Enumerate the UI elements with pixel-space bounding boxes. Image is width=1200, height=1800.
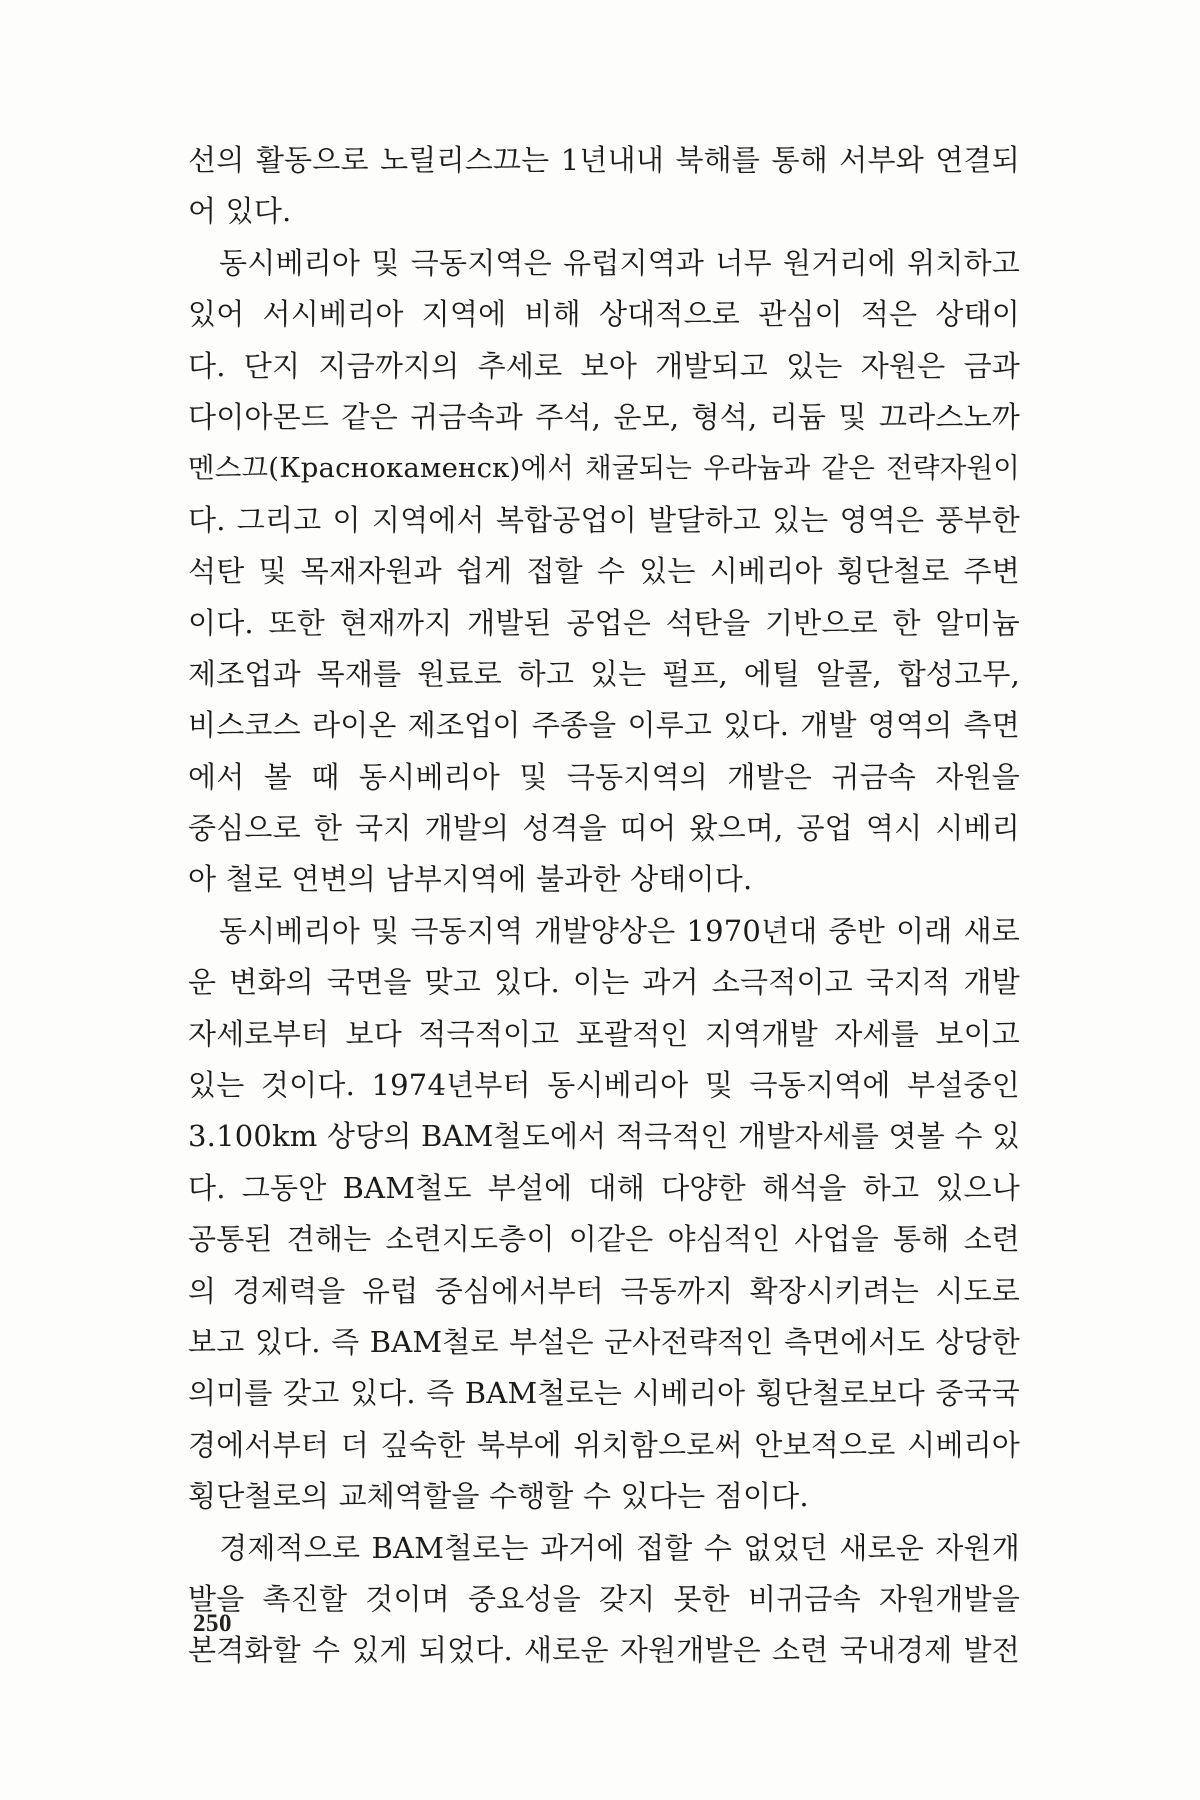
text-line: 발을 촉진할 것이며 중요성을 갖지 못한 비귀금속 자원개발을 <box>188 1581 1020 1616</box>
text-line: 선의 활동으로 노릴리스끄는 1년내내 북해를 통해 서부와 연결되 <box>188 143 1020 177</box>
text-line: 멘스끄(Краснокаменск)에서 채굴되는 우라늄과 같은 전략자원이 <box>188 452 1020 485</box>
text-line: 비스코스 라이온 제조업이 주종을 이루고 있다. 개발 영역의 측면 <box>188 708 1020 743</box>
text-line: 석탄 및 목재자원과 쉽게 접할 수 있는 시베리아 횡단철로 주변 <box>188 554 1020 589</box>
text-line: 다. 그동안 BAM철도 부설에 대해 다양한 해석을 하고 있으나 <box>188 1170 1020 1205</box>
text-line: 보고 있다. 즉 BAM철로 부설은 군사전략적인 측면에서도 상당한 <box>188 1324 1020 1359</box>
text-line: 제조업과 목재를 원료로 하고 있는 펄프, 에틸 알콜, 합성고무, <box>188 656 1020 691</box>
text-line: 횡단철로의 교체역할을 수행할 수 있다는 점이다. <box>188 1479 809 1514</box>
body-text <box>188 135 1020 1677</box>
text-line: 있는 것이다. 1974년부터 동시베리아 및 극동지역에 부설중인 <box>188 1068 1020 1103</box>
text-line: 아 철로 연변의 남부지역에 불과한 상태이다. <box>188 862 753 897</box>
page-number: 250 <box>193 1610 232 1637</box>
text-line: 의 경제력을 유럽 중심에서부터 극동까지 확장시키려는 시도로 <box>188 1273 1020 1308</box>
text-line: 3.100km 상당의 BAM철도에서 적극적인 개발자세를 엿볼 수 있 <box>188 1119 1021 1154</box>
text-line: 동시베리아 및 극동지역 개발양상은 1970년대 중반 이래 새로 <box>188 913 1020 948</box>
text-line: 동시베리아 및 극동지역은 유럽지역과 너무 원거리에 위치하고 <box>188 245 1020 280</box>
text-line: 다이아몬드 같은 귀금속과 주석, 운모, 형석, 리듐 및 끄라스노까 <box>188 399 1020 434</box>
text-line: 다. 단지 지금까지의 추세로 보아 개발되고 있는 자원은 금과 <box>188 348 1020 383</box>
text-line: 경제적으로 BAM철로는 과거에 접할 수 없었던 새로운 자원개 <box>188 1530 1020 1565</box>
text-line: 다. 그리고 이 지역에서 복합공업이 발달하고 있는 영역은 풍부한 <box>188 502 1020 537</box>
text-line: 본격화할 수 있게 되었다. 새로운 자원개발은 소련 국내경제 발전 <box>188 1633 1020 1668</box>
text-line: 있어 서시베리아 지역에 비해 상대적으로 관심이 적은 상태이 <box>188 297 1020 332</box>
text-line: 에서 볼 때 동시베리아 및 극동지역의 개발은 귀금속 자원을 <box>188 759 1020 794</box>
text-line: 경에서부터 더 깊숙한 북부에 위치함으로써 안보적으로 시베리아 <box>188 1427 1020 1462</box>
text-line: 중심으로 한 국지 개발의 성격을 띠어 왔으며, 공업 역시 시베리 <box>188 811 1020 846</box>
text-line: 이다. 또한 현재까지 개발된 공업은 석탄을 기반으로 한 알미늄 <box>188 605 1020 640</box>
text-line: 의미를 갖고 있다. 즉 BAM철로는 시베리아 횡단철로보다 중국국 <box>188 1376 1020 1411</box>
text-line: 공통된 견해는 소련지도층이 이같은 야심적인 사업을 통해 소련 <box>188 1222 1020 1257</box>
text-line: 운 변화의 국면을 맞고 있다. 이는 과거 소극적이고 국지적 개발 <box>188 965 1020 1000</box>
text-line: 어 있다. <box>188 194 292 229</box>
text-line: 자세로부터 보다 적극적이고 포괄적인 지역개발 자세를 보이고 <box>188 1016 1020 1051</box>
